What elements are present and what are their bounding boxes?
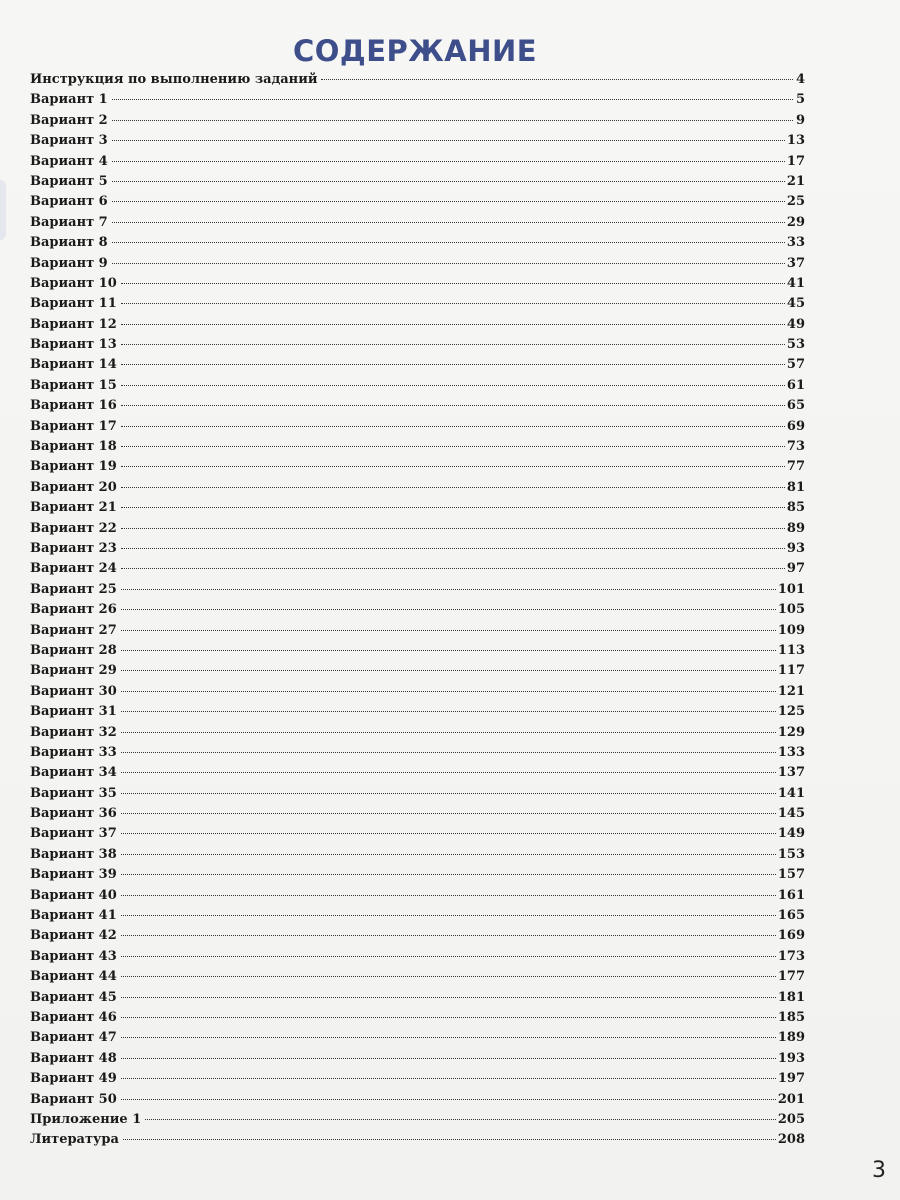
toc-entry [30, 926, 805, 946]
dot-leader [121, 669, 776, 671]
dot-leader [121, 506, 785, 508]
dot-leader [121, 1098, 776, 1100]
toc-entry [30, 539, 805, 559]
toc-entry-label: Вариант 17 [30, 418, 117, 434]
dot-leader [145, 1118, 776, 1120]
toc-entry-page: 177 [777, 969, 805, 985]
toc-entry-page: 197 [777, 1071, 805, 1087]
toc-entry-page: 121 [777, 683, 805, 699]
dot-leader [121, 629, 776, 631]
toc-entry-label: Вариант 11 [30, 296, 117, 312]
toc-entry [30, 621, 805, 641]
dot-leader [121, 567, 785, 569]
toc-entry [30, 1069, 805, 1089]
toc-entry [30, 1049, 805, 1069]
dot-leader [121, 792, 776, 794]
toc-entry [30, 824, 805, 844]
dot-leader [321, 78, 793, 80]
toc-entry-page: 85 [786, 500, 805, 516]
toc-entry-page: 97 [786, 561, 805, 577]
dot-leader [121, 282, 785, 284]
toc-entry [30, 1028, 805, 1048]
toc-entry [30, 315, 805, 335]
dot-leader [121, 914, 776, 916]
dot-leader [121, 465, 785, 467]
toc-entry-label: Вариант 50 [30, 1091, 117, 1107]
toc-entry [30, 682, 805, 702]
toc-entry-label: Вариант 27 [30, 622, 117, 638]
dot-leader [112, 262, 785, 264]
toc-entry-label: Вариант 40 [30, 887, 117, 903]
toc-entry [30, 906, 805, 926]
dot-leader [121, 1057, 776, 1059]
toc-entry [30, 172, 805, 192]
toc-entry-label: Вариант 35 [30, 785, 117, 801]
toc-entry-label: Вариант 10 [30, 275, 117, 291]
toc-entry-page: 161 [777, 887, 805, 903]
toc-entry-page: 173 [777, 948, 805, 964]
toc-entry-page: 49 [786, 316, 805, 332]
dot-leader [121, 384, 785, 386]
toc-entry [30, 804, 805, 824]
toc-entry-page: 81 [786, 479, 805, 495]
toc-entry-label: Вариант 9 [30, 255, 108, 271]
dot-leader [121, 771, 776, 773]
toc-entry [30, 274, 805, 294]
toc-entry-label: Вариант 29 [30, 663, 117, 679]
toc-entry-page: 149 [777, 826, 805, 842]
toc-entry-label: Вариант 7 [30, 214, 108, 230]
toc-entry-label: Литература [30, 1132, 119, 1148]
toc-entry [30, 417, 805, 437]
toc-entry-page: 41 [786, 275, 805, 291]
toc-entry-page: 89 [786, 520, 805, 536]
dot-leader [112, 241, 785, 243]
dot-leader [121, 588, 776, 590]
dot-leader [121, 690, 776, 692]
dot-leader [121, 425, 785, 427]
toc-entry-label: Вариант 22 [30, 520, 117, 536]
toc-entry [30, 111, 805, 131]
toc-entry-page: 157 [777, 867, 805, 883]
toc-entry [30, 498, 805, 518]
dot-leader [121, 955, 776, 957]
toc-entry-label: Вариант 21 [30, 500, 117, 516]
toc-entry [30, 784, 805, 804]
toc-entry-label: Вариант 18 [30, 439, 117, 455]
toc-entry-page: 153 [777, 846, 805, 862]
toc-entry-label: Вариант 47 [30, 1030, 117, 1046]
dot-leader [121, 404, 785, 406]
dot-leader [121, 812, 776, 814]
toc-entry-label: Вариант 28 [30, 642, 117, 658]
dot-leader [121, 751, 776, 753]
dot-leader [121, 445, 785, 447]
toc-entry-page: 193 [777, 1050, 805, 1066]
toc-entry-label: Вариант 31 [30, 704, 117, 720]
toc-entry-page: 113 [777, 642, 805, 658]
toc-entry-label: Вариант 45 [30, 989, 117, 1005]
toc-entry [30, 233, 805, 253]
page-title: СОДЕРЖАНИЕ [292, 34, 538, 68]
toc-entry-page: 29 [786, 214, 805, 230]
toc-entry [30, 947, 805, 967]
dot-leader [112, 221, 785, 223]
toc-entry-page: 25 [786, 194, 805, 210]
toc-entry-label: Вариант 23 [30, 540, 117, 556]
toc-entry [30, 131, 805, 151]
dot-leader [112, 160, 785, 162]
toc-entry-page: 65 [786, 398, 805, 414]
toc-entry-label: Вариант 49 [30, 1071, 117, 1087]
dot-leader [121, 934, 776, 936]
toc-entry [30, 478, 805, 498]
page-edge-decoration [0, 180, 6, 240]
toc-entry-label: Вариант 32 [30, 724, 117, 740]
toc-entry-label: Вариант 2 [30, 112, 108, 128]
toc-entry-page: 109 [777, 622, 805, 638]
toc-entry-label: Вариант 25 [30, 581, 117, 597]
toc-entry-page: 169 [777, 928, 805, 944]
toc-entry-page: 13 [786, 133, 805, 149]
toc-entry-page: 117 [777, 663, 805, 679]
toc-entry-label: Вариант 30 [30, 683, 117, 699]
toc-entry-label: Вариант 19 [30, 459, 117, 475]
toc-entry-page: 69 [786, 418, 805, 434]
toc-entry [30, 723, 805, 743]
toc-entry-page: 21 [786, 173, 805, 189]
toc-entry [30, 641, 805, 661]
toc-entry [30, 213, 805, 233]
toc-entry [30, 90, 805, 110]
dot-leader [121, 853, 776, 855]
dot-leader [121, 363, 785, 365]
toc-entry-page: 165 [777, 908, 805, 924]
toc-entry [30, 152, 805, 172]
toc-entry [30, 396, 805, 416]
toc-entry-page: 129 [777, 724, 805, 740]
toc-entry-page: 53 [786, 337, 805, 353]
dot-leader [121, 1016, 776, 1018]
toc-entry-label: Вариант 3 [30, 133, 108, 149]
toc-entry [30, 1008, 805, 1028]
toc-entry [30, 661, 805, 681]
toc-entry [30, 845, 805, 865]
toc-entry-page: 45 [786, 296, 805, 312]
toc-entry [30, 580, 805, 600]
toc-entry-label: Вариант 26 [30, 602, 117, 618]
page-number: 3 [872, 1158, 886, 1183]
dot-leader [121, 302, 785, 304]
toc-entry-page: 17 [786, 153, 805, 169]
toc-entry [30, 457, 805, 477]
toc-entry-page: 37 [786, 255, 805, 271]
toc-entry [30, 294, 805, 314]
toc-entry-label: Вариант 24 [30, 561, 117, 577]
toc-entry [30, 702, 805, 722]
dot-leader [121, 527, 785, 529]
toc-entry [30, 335, 805, 355]
toc-entry-label: Вариант 46 [30, 1009, 117, 1025]
dot-leader [121, 894, 776, 896]
dot-leader [121, 975, 776, 977]
toc-entry-label: Вариант 42 [30, 928, 117, 944]
toc-entry-label: Вариант 34 [30, 765, 117, 781]
toc-entry-page: 185 [777, 1009, 805, 1025]
toc-entry [30, 886, 805, 906]
toc-entry [30, 355, 805, 375]
toc-entry-page: 57 [786, 357, 805, 373]
dot-leader [121, 731, 776, 733]
toc-entry-page: 141 [777, 785, 805, 801]
dot-leader [121, 873, 776, 875]
dot-leader [121, 832, 776, 834]
toc-entry-label: Вариант 41 [30, 908, 117, 924]
toc-entry [30, 1130, 805, 1150]
toc-entry-page: 145 [777, 806, 805, 822]
toc-entry-page: 93 [786, 540, 805, 556]
toc-entry-label: Вариант 43 [30, 948, 117, 964]
dot-leader [121, 486, 785, 488]
toc-entry-label: Вариант 15 [30, 377, 117, 393]
toc-entry [30, 763, 805, 783]
toc-entry-label: Вариант 44 [30, 969, 117, 985]
toc-entry [30, 600, 805, 620]
toc-entry [30, 437, 805, 457]
toc-entry-page: 137 [777, 765, 805, 781]
toc-entry-page: 181 [777, 989, 805, 1005]
toc-entry-label: Вариант 5 [30, 173, 108, 189]
toc-entry-page: 4 [795, 72, 805, 87]
dot-leader [121, 547, 785, 549]
dot-leader [121, 343, 785, 345]
dot-leader [112, 200, 785, 202]
toc-entry-page: 189 [777, 1030, 805, 1046]
dot-leader [121, 996, 776, 998]
toc-entry-page: 5 [795, 92, 805, 108]
toc-entry-label: Вариант 6 [30, 194, 108, 210]
dot-leader [112, 180, 785, 182]
dot-leader [112, 119, 793, 121]
toc-entry [30, 743, 805, 763]
toc-entry-page: 61 [786, 377, 805, 393]
toc-entry-page: 73 [786, 439, 805, 455]
toc-entry-label: Вариант 48 [30, 1050, 117, 1066]
toc-entry-label: Вариант 20 [30, 479, 117, 495]
toc-entry-page: 133 [777, 744, 805, 760]
toc-entry-label: Вариант 38 [30, 846, 117, 862]
dot-leader [121, 1036, 776, 1038]
toc-entry-label: Вариант 36 [30, 806, 117, 822]
toc-entry-label: Вариант 14 [30, 357, 117, 373]
toc-entry-label: Приложение 1 [30, 1111, 142, 1127]
toc-entry-label: Вариант 37 [30, 826, 117, 842]
toc-entry-label: Вариант 12 [30, 316, 117, 332]
toc-entry [30, 519, 805, 539]
toc-entry-page: 77 [786, 459, 805, 475]
toc-entry [30, 559, 805, 579]
toc-entry [30, 192, 805, 212]
dot-leader [121, 608, 776, 610]
toc-entry-label: Вариант 8 [30, 235, 108, 251]
toc-entry [30, 967, 805, 987]
toc-entry-label: Вариант 1 [30, 92, 108, 108]
toc-entry-page: 101 [777, 581, 805, 597]
toc-entry-label: Вариант 4 [30, 153, 108, 169]
toc-entry-label: Вариант 16 [30, 398, 117, 414]
dot-leader [112, 139, 785, 141]
toc-entry-page: 205 [777, 1111, 805, 1127]
dot-leader [121, 323, 785, 325]
toc-entry-page: 105 [777, 602, 805, 618]
dot-leader [121, 710, 776, 712]
toc-entry-label: Инструкция по выполнению заданий [30, 72, 318, 87]
toc-entry-page: 208 [777, 1132, 805, 1148]
toc-entry-label: Вариант 33 [30, 744, 117, 760]
dot-leader [123, 1138, 776, 1140]
toc-entry-page: 9 [795, 112, 805, 128]
table-of-contents [30, 70, 805, 1151]
toc-entry [30, 1110, 805, 1130]
dot-leader [121, 649, 776, 651]
toc-entry [30, 1090, 805, 1110]
dot-leader [112, 98, 793, 100]
toc-entry [30, 988, 805, 1008]
toc-entry-label: Вариант 39 [30, 867, 117, 883]
toc-entry-page: 201 [777, 1091, 805, 1107]
toc-entry-label: Вариант 13 [30, 337, 117, 353]
dot-leader [121, 1077, 776, 1079]
toc-entry [30, 376, 805, 396]
toc-entry-page: 125 [777, 704, 805, 720]
toc-entry [30, 70, 805, 90]
toc-entry [30, 865, 805, 885]
toc-entry [30, 254, 805, 274]
toc-entry-page: 33 [786, 235, 805, 251]
